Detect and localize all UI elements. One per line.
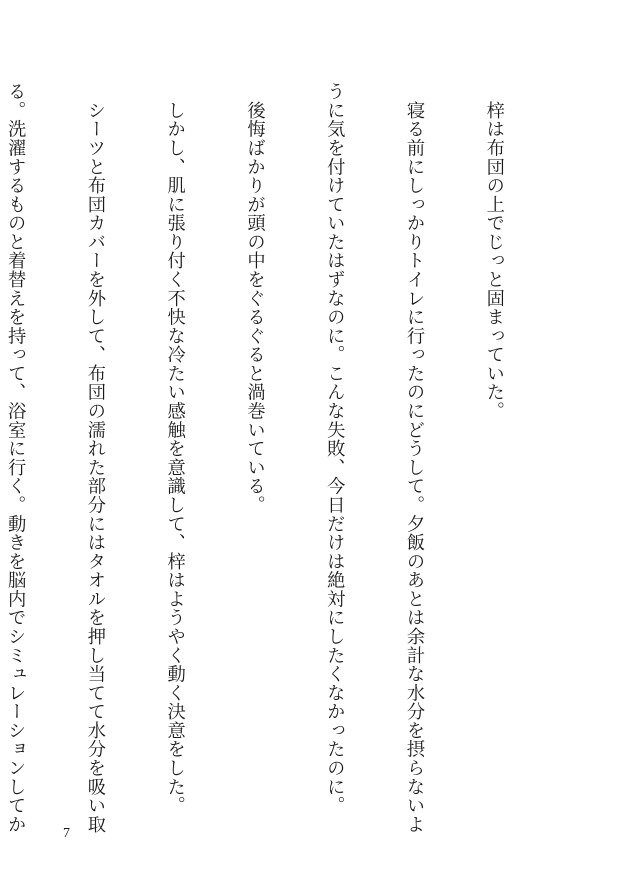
text-line: る。洗濯するものと着替えを持って、浴室に行く。動きを脳内でシミュレーションしてか: [5, 82, 27, 834]
text-line: しかし、肌に張り付く不快な冷たい感触を意識して、梓はようやく動く決意をした。: [164, 82, 186, 815]
page-number: 7: [63, 826, 70, 841]
text-line: 後悔ばかりが頭の中をぐるぐると渦巻いている。: [244, 82, 266, 515]
text-line: うに気を付けていたはずなのに。こんな失敗、今日だけは絶対にしたくなかったのに。: [324, 82, 346, 815]
body-text: [0, 82, 560, 834]
text-line: シーツと布団カバーを外して、布団の濡れた部分にはタオルを押し当てて水分を吸い取: [84, 82, 106, 834]
text-line: 梓は布団の上でじっと固まっていた。: [483, 82, 505, 421]
text-line: 寝る前にしっかりトイレに行ったのにどうして。夕飯のあとは余計な水分を摂らないよ: [404, 82, 426, 834]
